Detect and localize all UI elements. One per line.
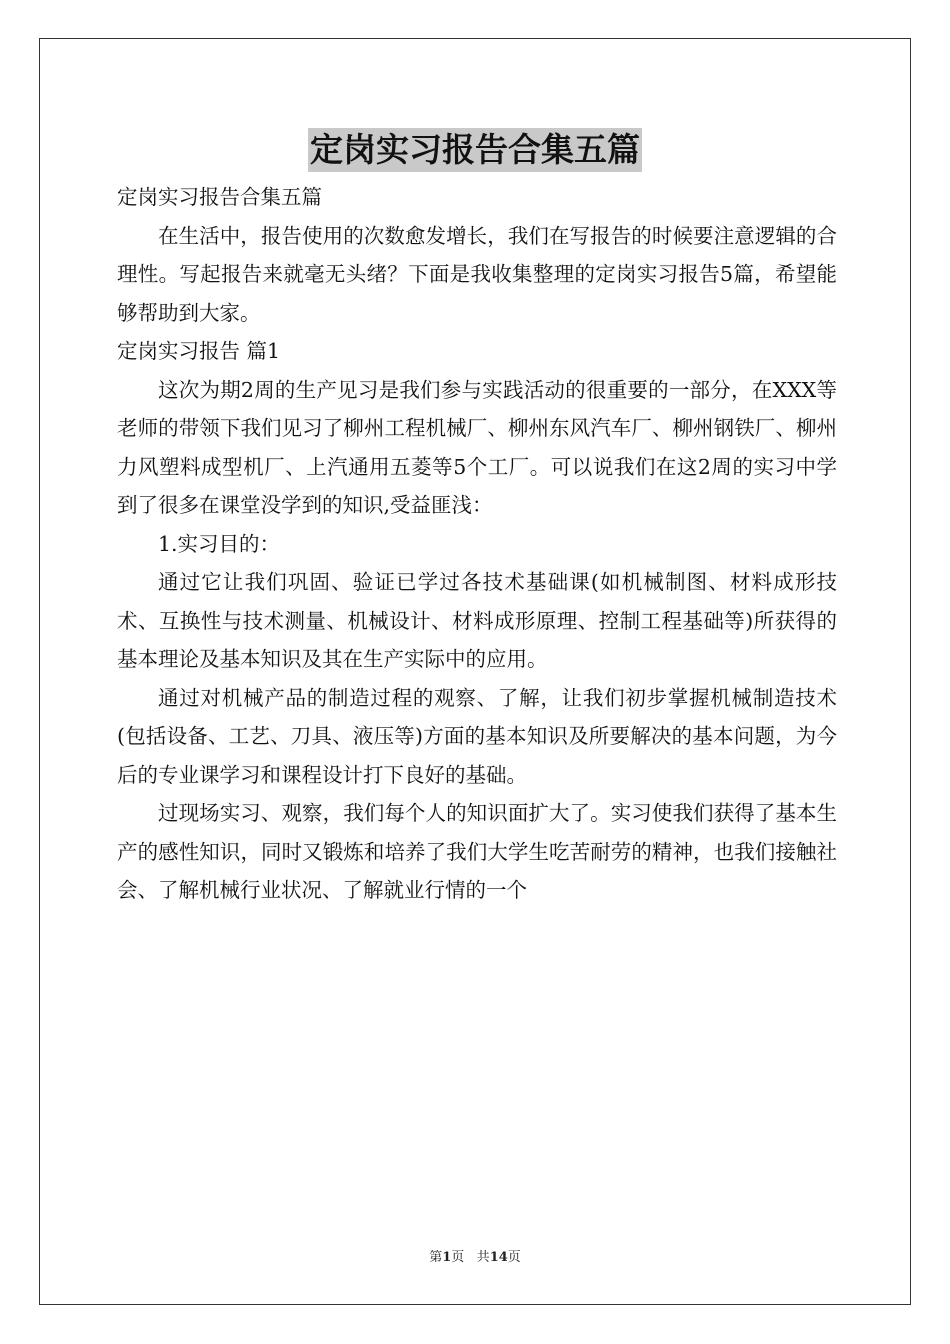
paragraph: 通过对机械产品的制造过程的观察、了解，让我们初步掌握机械制造技术(包括设备、工艺、刀具、液压等)方面的基本知识及所要解决的基本问题，为今后的专业课学习和课程设计打下良好的基础。 bbox=[117, 685, 837, 787]
footer-total-prefix: 共 bbox=[476, 1250, 490, 1265]
footer-total-suffix: 页 bbox=[507, 1250, 521, 1265]
paragraph: 过现场实习、观察，我们每个人的知识面扩大了。实习使我们获得了基本生产的感性知识，同时又锻炼和培养了我们大学生吃苦耐劳的精神，也我们接触社会、了解机械行业状况、了解就业行情的一个 bbox=[117, 801, 837, 902]
footer-page-number: 1 bbox=[442, 1250, 452, 1265]
footer-page-suffix: 页 bbox=[451, 1250, 465, 1265]
paragraph: 1.实习目的： bbox=[158, 531, 281, 556]
paragraph: 定岗实习报告 篇1 bbox=[117, 339, 281, 363]
paragraph: 这次为期2周的生产见习是我们参与实践活动的很重要的一部分，在XXX等老师的带领下我们见习了柳州工程机械厂、柳州东风汽车厂、柳州钢铁厂、柳州力风塑料成型机厂、上汽通用五菱等5个工厂。可以说我们在这2周的实习中学到了很多在课堂没学到的知识,受益匪浅： bbox=[117, 377, 837, 517]
footer-prefix: 第 bbox=[429, 1250, 443, 1265]
paragraph: 在生活中，报告使用的次数愈发增长，我们在写报告的时候要注意逻辑的合理性。写起报告来就毫无头绪？下面是我收集整理的定岗实习报告5篇，希望能够帮助到大家。 bbox=[117, 223, 837, 325]
document-title-text: 定岗实习报告合集五篇 bbox=[308, 128, 642, 172]
page-footer bbox=[0, 1246, 950, 1265]
document-body bbox=[117, 178, 837, 910]
paragraph: 通过它让我们巩固、验证已学过各技术基础课(如机械制图、材料成形技术、互换性与技术测量、机械设计、材料成形原理、控制工程基础等)所获得的基本理论及基本知识及其在生产实际中的应用。 bbox=[117, 570, 837, 671]
footer-total-pages: 14 bbox=[489, 1250, 508, 1265]
document-title bbox=[0, 128, 950, 172]
paragraph: 定岗实习报告合集五篇 bbox=[117, 185, 322, 209]
